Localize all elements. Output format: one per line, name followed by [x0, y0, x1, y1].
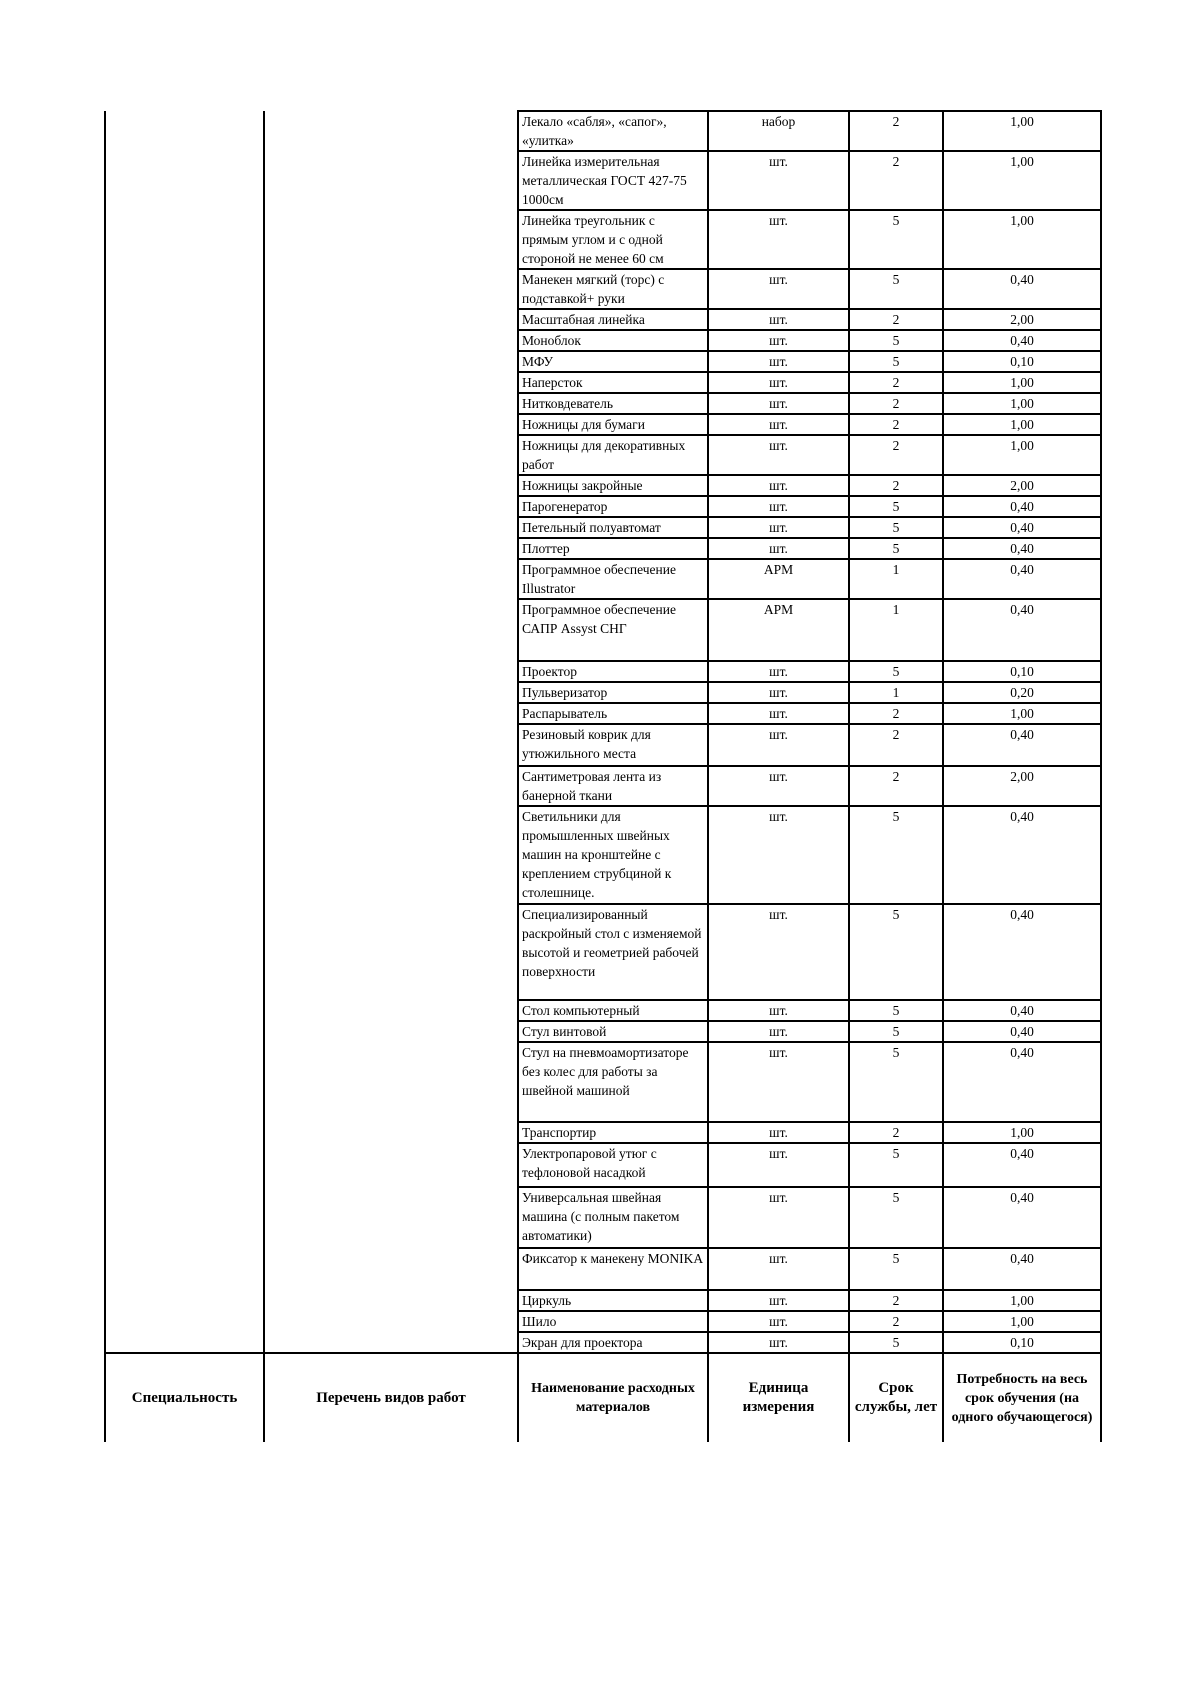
life-cell: 5 — [849, 1332, 943, 1353]
life-cell: 2 — [849, 435, 943, 475]
unit-cell: шт. — [708, 1021, 849, 1042]
life-cell: 5 — [849, 1187, 943, 1248]
need-cell: 1,00 — [943, 703, 1101, 724]
life-cell: 5 — [849, 210, 943, 269]
unit-cell: шт. — [708, 1332, 849, 1353]
life-cell: 5 — [849, 538, 943, 559]
need-cell: 0,40 — [943, 1042, 1101, 1122]
unit-cell: шт. — [708, 1311, 849, 1332]
equipment-table — [104, 110, 1102, 1442]
material-name: Распарыватель — [518, 703, 708, 724]
header-unit: Единица измерения — [708, 1353, 849, 1442]
material-name: Ножницы закройные — [518, 475, 708, 496]
unit-cell: шт. — [708, 724, 849, 766]
unit-cell: шт. — [708, 806, 849, 904]
material-name: Универсальная швейная машина (с полным пакетом автоматики) — [518, 1187, 708, 1248]
unit-cell: шт. — [708, 538, 849, 559]
need-cell: 1,00 — [943, 1311, 1101, 1332]
life-cell: 2 — [849, 151, 943, 210]
material-name: Ножницы для бумаги — [518, 414, 708, 435]
need-cell: 0,40 — [943, 806, 1101, 904]
life-cell: 2 — [849, 372, 943, 393]
table-row — [105, 111, 1101, 151]
material-name: Линейка измерительная металлическая ГОСТ 427-75 1000см — [518, 151, 708, 210]
life-cell: 5 — [849, 1248, 943, 1290]
unit-cell: шт. — [708, 475, 849, 496]
life-cell: 5 — [849, 269, 943, 309]
life-cell: 5 — [849, 351, 943, 372]
material-name: Моноблок — [518, 330, 708, 351]
need-cell: 0,10 — [943, 351, 1101, 372]
header-need: Потребность на весь срок обучения (на одного обучающегося) — [943, 1353, 1101, 1442]
need-cell: 2,00 — [943, 766, 1101, 806]
need-cell: 0,40 — [943, 1248, 1101, 1290]
header-life: Срок службы, лет — [849, 1353, 943, 1442]
life-cell: 2 — [849, 724, 943, 766]
life-cell: 2 — [849, 766, 943, 806]
material-name: Стол компьютерный — [518, 1000, 708, 1021]
need-cell: 0,40 — [943, 330, 1101, 351]
material-name: Экран для проектора — [518, 1332, 708, 1353]
life-cell: 2 — [849, 393, 943, 414]
unit-cell: шт. — [708, 517, 849, 538]
unit-cell: шт. — [708, 372, 849, 393]
life-cell: 2 — [849, 703, 943, 724]
unit-cell: шт. — [708, 1143, 849, 1187]
unit-cell: набор — [708, 111, 849, 151]
unit-cell: шт. — [708, 330, 849, 351]
material-name: МФУ — [518, 351, 708, 372]
need-cell: 1,00 — [943, 1290, 1101, 1311]
life-cell: 1 — [849, 559, 943, 599]
need-cell: 0,40 — [943, 517, 1101, 538]
life-cell: 2 — [849, 1122, 943, 1143]
material-name: Циркуль — [518, 1290, 708, 1311]
unit-cell: шт. — [708, 1042, 849, 1122]
need-cell: 1,00 — [943, 393, 1101, 414]
life-cell: 2 — [849, 414, 943, 435]
column-header-row — [105, 1353, 1101, 1442]
need-cell: 0,40 — [943, 538, 1101, 559]
unit-cell: шт. — [708, 309, 849, 330]
material-name: Программное обеспечение Illustrator — [518, 559, 708, 599]
unit-cell: шт. — [708, 1290, 849, 1311]
material-name: Проектор — [518, 661, 708, 682]
life-cell: 2 — [849, 1311, 943, 1332]
unit-cell: шт. — [708, 393, 849, 414]
material-name: Стул винтовой — [518, 1021, 708, 1042]
material-name: Стул на пневмоамортизаторе без колес для работы за швейной машиной — [518, 1042, 708, 1122]
need-cell: 1,00 — [943, 151, 1101, 210]
unit-cell: шт. — [708, 1122, 849, 1143]
need-cell: 1,00 — [943, 210, 1101, 269]
need-cell: 2,00 — [943, 309, 1101, 330]
life-cell: 5 — [849, 1143, 943, 1187]
life-cell: 2 — [849, 309, 943, 330]
need-cell: 0,10 — [943, 661, 1101, 682]
material-name: Ножницы для декоративных работ — [518, 435, 708, 475]
life-cell: 5 — [849, 1000, 943, 1021]
life-cell: 5 — [849, 496, 943, 517]
need-cell: 1,00 — [943, 414, 1101, 435]
need-cell: 0,40 — [943, 1021, 1101, 1042]
material-name: Линейка треугольник с прямым углом и с одной стороной не менее 60 см — [518, 210, 708, 269]
unit-cell: шт. — [708, 703, 849, 724]
material-name: Шило — [518, 1311, 708, 1332]
specialty-cell — [105, 111, 264, 1353]
material-name: Фиксатор к манекену MONIKA — [518, 1248, 708, 1290]
life-cell: 1 — [849, 682, 943, 703]
need-cell: 0,40 — [943, 1143, 1101, 1187]
material-name: Масштабная линейка — [518, 309, 708, 330]
need-cell: 0,40 — [943, 496, 1101, 517]
material-name: Светильники для промышленных швейных машин на кронштейне с креплением струбциной к столешнице. — [518, 806, 708, 904]
material-name: Нитковдеватель — [518, 393, 708, 414]
unit-cell: шт. — [708, 435, 849, 475]
header-specialty: Специальность — [105, 1353, 264, 1442]
life-cell: 5 — [849, 1042, 943, 1122]
need-cell: 0,40 — [943, 904, 1101, 1000]
life-cell: 2 — [849, 111, 943, 151]
life-cell: 5 — [849, 330, 943, 351]
need-cell: 0,40 — [943, 724, 1101, 766]
need-cell: 1,00 — [943, 372, 1101, 393]
material-name: Сантиметровая лента из банерной ткани — [518, 766, 708, 806]
material-name: Плоттер — [518, 538, 708, 559]
unit-cell: шт. — [708, 269, 849, 309]
need-cell: 0,20 — [943, 682, 1101, 703]
material-name: Манекен мягкий (торс) с подставкой+ руки — [518, 269, 708, 309]
material-name: Резиновый коврик для утюжильного места — [518, 724, 708, 766]
life-cell: 5 — [849, 661, 943, 682]
unit-cell: шт. — [708, 682, 849, 703]
unit-cell: шт. — [708, 210, 849, 269]
unit-cell: шт. — [708, 1187, 849, 1248]
unit-cell: шт. — [708, 496, 849, 517]
life-cell: 5 — [849, 904, 943, 1000]
unit-cell: шт. — [708, 351, 849, 372]
need-cell: 0,40 — [943, 1187, 1101, 1248]
material-name: Программное обеспечение САПР Assyst СНГ — [518, 599, 708, 661]
material-name: Лекало «сабля», «сапог», «улитка» — [518, 111, 708, 151]
life-cell: 5 — [849, 1021, 943, 1042]
need-cell: 1,00 — [943, 435, 1101, 475]
table-body — [105, 111, 1101, 1442]
need-cell: 0,40 — [943, 269, 1101, 309]
header-materials: Наименование расходных материалов — [518, 1353, 708, 1442]
need-cell: 1,00 — [943, 1122, 1101, 1143]
unit-cell: шт. — [708, 766, 849, 806]
need-cell: 0,40 — [943, 1000, 1101, 1021]
unit-cell: шт. — [708, 1248, 849, 1290]
unit-cell: шт. — [708, 661, 849, 682]
material-name: Транспортир — [518, 1122, 708, 1143]
life-cell: 1 — [849, 599, 943, 661]
material-name: Наперсток — [518, 372, 708, 393]
unit-cell: АРМ — [708, 559, 849, 599]
works-cell — [264, 111, 518, 1353]
unit-cell: шт. — [708, 414, 849, 435]
life-cell: 5 — [849, 806, 943, 904]
need-cell: 0,10 — [943, 1332, 1101, 1353]
need-cell: 0,40 — [943, 559, 1101, 599]
need-cell: 0,40 — [943, 599, 1101, 661]
header-works: Перечень видов работ — [264, 1353, 518, 1442]
life-cell: 5 — [849, 517, 943, 538]
life-cell: 2 — [849, 475, 943, 496]
unit-cell: шт. — [708, 151, 849, 210]
material-name: Улектропаровой утюг с тефлоновой насадкой — [518, 1143, 708, 1187]
material-name: Петельный полуавтомат — [518, 517, 708, 538]
unit-cell: шт. — [708, 904, 849, 1000]
need-cell: 2,00 — [943, 475, 1101, 496]
material-name: Парогенератор — [518, 496, 708, 517]
need-cell: 1,00 — [943, 111, 1101, 151]
unit-cell: шт. — [708, 1000, 849, 1021]
material-name: Специализированный раскройный стол с изменяемой высотой и геометрией рабочей поверхности — [518, 904, 708, 1000]
life-cell: 2 — [849, 1290, 943, 1311]
material-name: Пульверизатор — [518, 682, 708, 703]
unit-cell: АРМ — [708, 599, 849, 661]
